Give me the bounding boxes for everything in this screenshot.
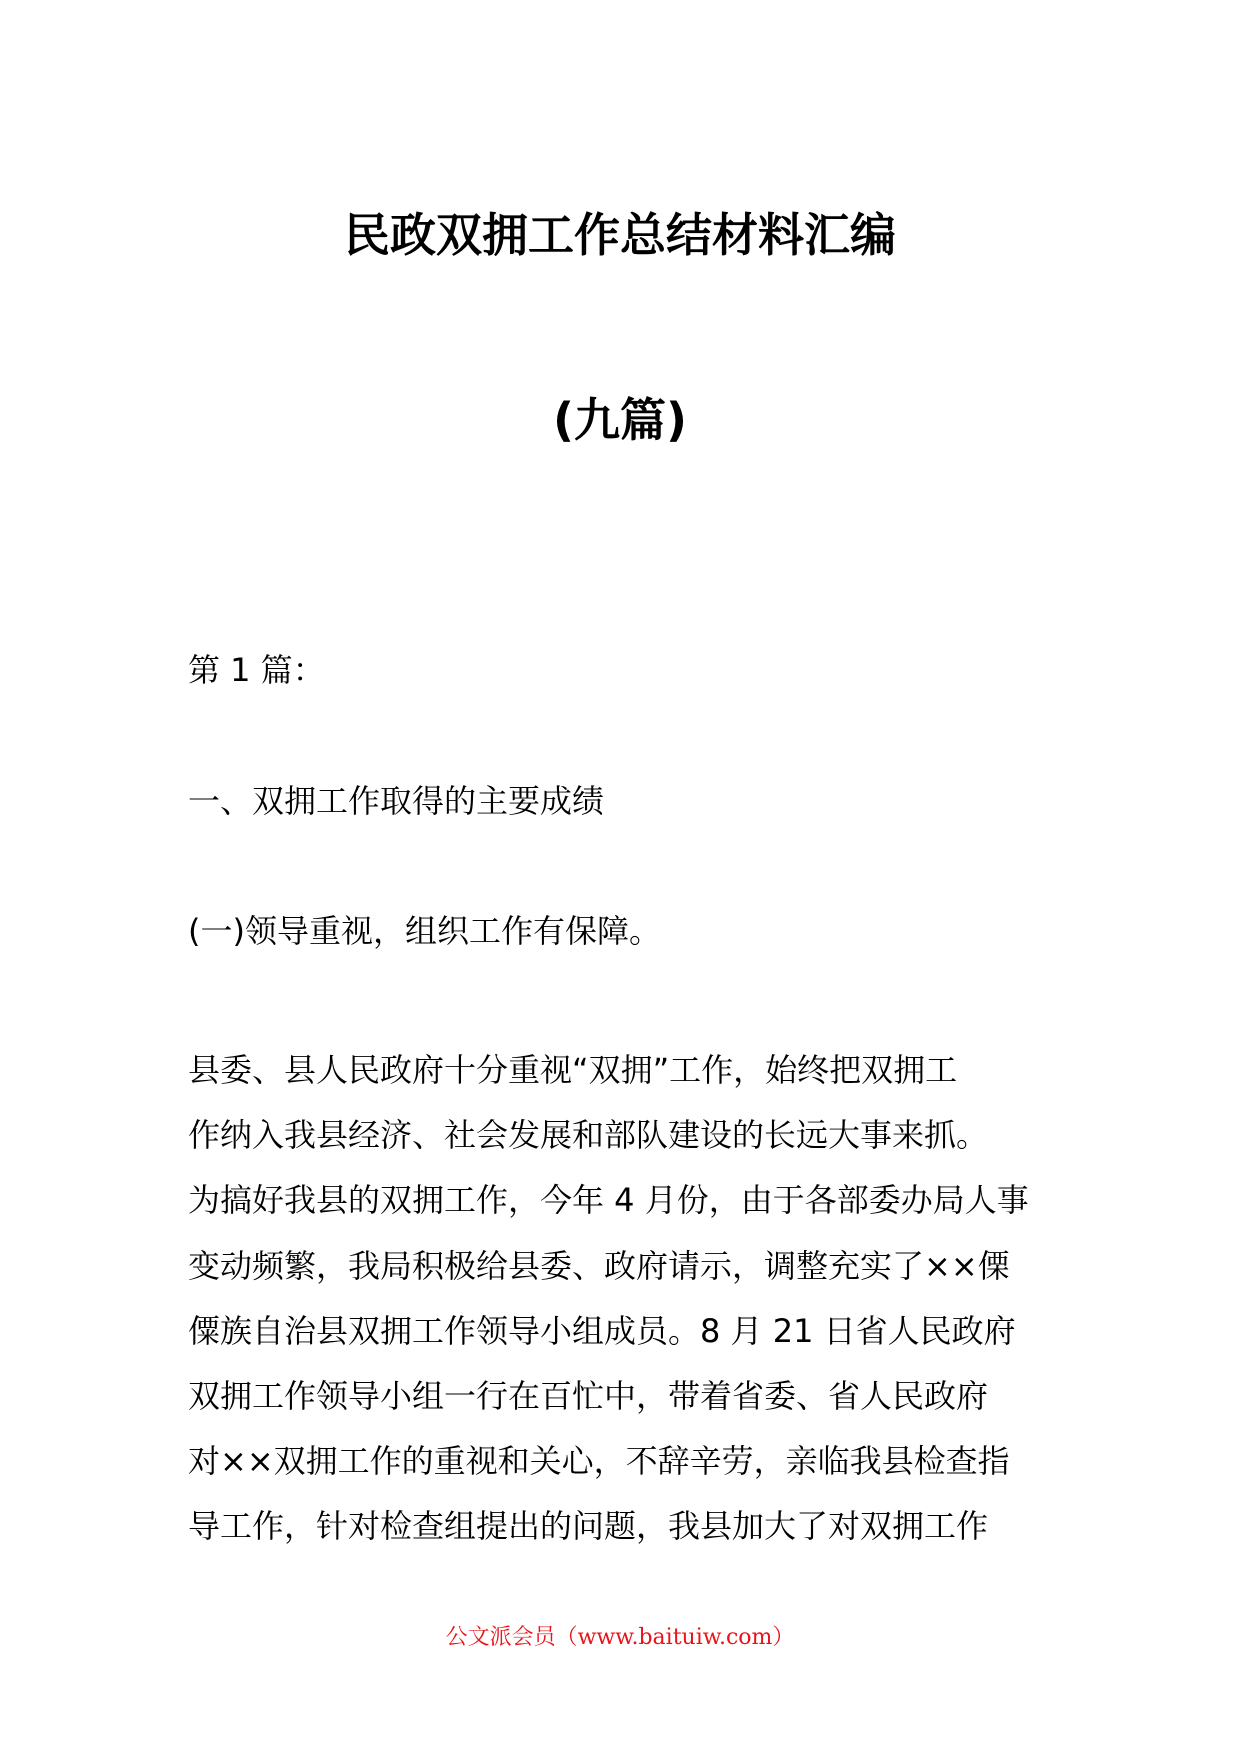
body-line: 僳族自治县双拥工作领导小组成员。8 月 21 日省人民政府 — [188, 1311, 1016, 1350]
body-line: 变动频繁，我局积极给县委、政府请示，调整充实了××傈 — [188, 1246, 1010, 1285]
document-title: 民政双拥工作总结材料汇编 — [344, 208, 896, 262]
body-line: 作纳入我县经济、社会发展和部队建设的长远大事来抓。 — [188, 1116, 989, 1155]
part-label: 第 1 篇： — [188, 651, 325, 689]
body-paragraph — [188, 1038, 1068, 1560]
subsection-heading: (一)领导重视，组织工作有保障。 — [188, 912, 661, 950]
body-line: 对××双拥工作的重视和关心，不辞辛劳，亲临我县检查指 — [188, 1442, 1010, 1481]
body-line: 县委、县人民政府十分重视“双拥”工作，始终把双拥工 — [188, 1051, 958, 1089]
footer-watermark-link[interactable]: 公文派会员（www.baituiw.com） — [445, 1625, 795, 1650]
body-line: 为搞好我县的双拥工作，今年 4 月份，由于各部委办局人事 — [188, 1181, 1029, 1220]
section-heading: 一、双拥工作取得的主要成绩 — [188, 782, 605, 820]
document-subtitle: (九篇) — [552, 393, 688, 447]
body-line: 导工作，针对检查组提出的问题，我县加大了对双拥工作 — [188, 1507, 989, 1546]
body-line: 双拥工作领导小组一行在百忙中，带着省委、省人民政府 — [188, 1376, 989, 1415]
